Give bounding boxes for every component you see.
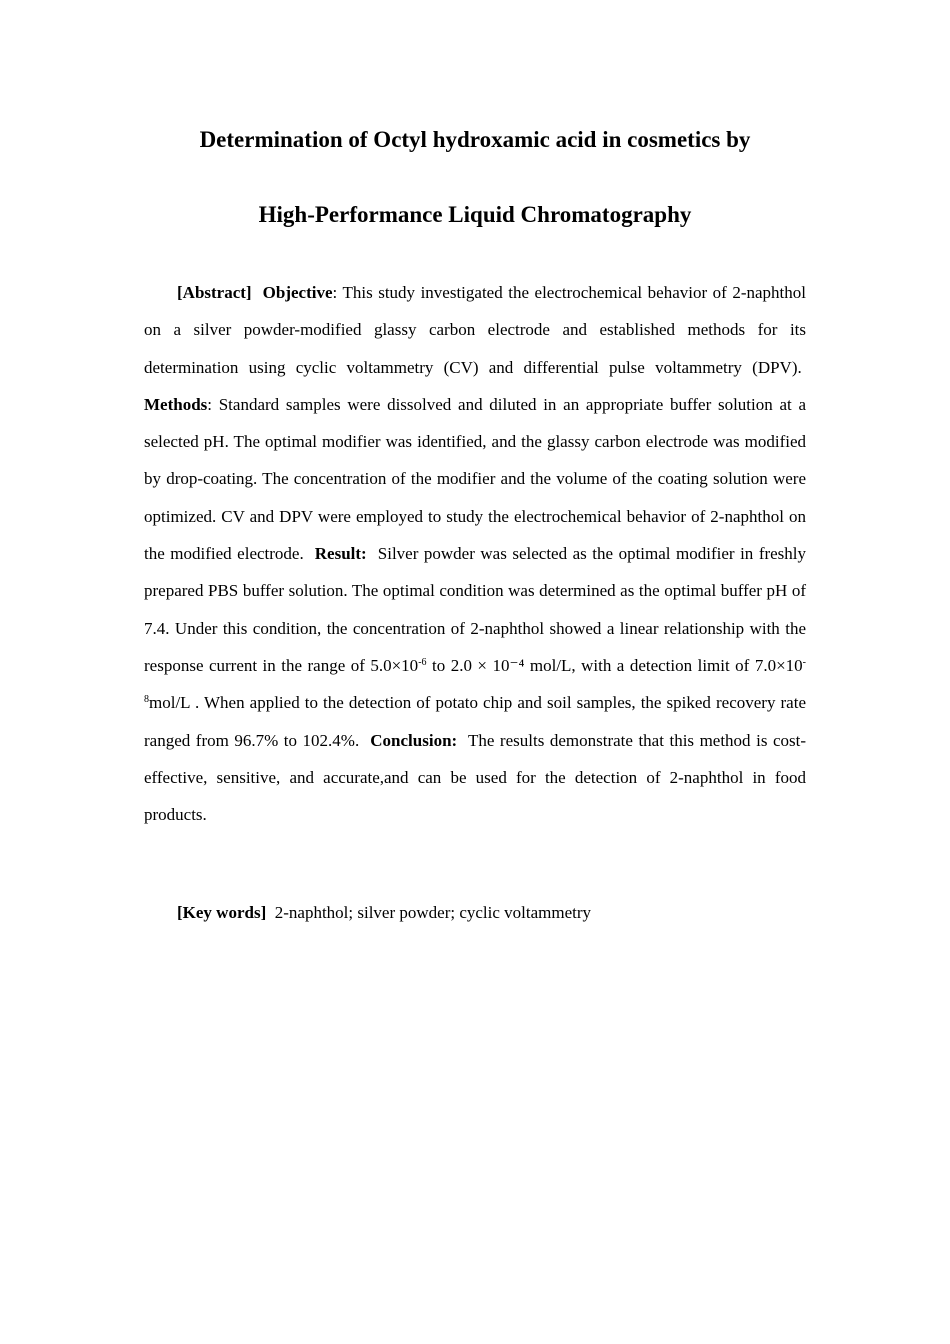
paper-title-line-2: High-Performance Liquid Chromatography bbox=[258, 202, 692, 227]
result-exponent-2: -8 bbox=[144, 656, 806, 706]
result-text-3: mol/L . When applied to the detection of potato chip and soil samples, the spiked recovery rate ranged from 96.7% to 102.4%. bbox=[144, 693, 806, 750]
objective-text: : This study investigated the electrochemical behavior of 2-naphthol on a silver powder-modified glassy carbon electrode and established methods for its determination using cyclic voltammetry (CV) and differential pulse voltammetry (DPV). bbox=[144, 283, 807, 377]
result-exponent-1: -6 bbox=[418, 656, 427, 668]
methods-text: : Standard samples were dissolved and diluted in an appropriate buffer solution at a selected pH. The optimal modifier was identified, and the glassy carbon electrode was modified by drop-coating. The concentration of the modifier and the volume of the coating solution were optimized. CV and DPV were employed to study the electrochemical behavior of 2-naphthol on the modified electrode. bbox=[144, 394, 806, 564]
result-text-2: to 2.0 × 10⁻⁴ mol/L, with a detection limit of 7.0×10 bbox=[426, 655, 803, 675]
objective-label: Objective bbox=[262, 283, 333, 302]
result-text-1: Silver powder was selected as the optimal modifier in freshly prepared PBS buffer solution. The optimal condition was determined as the optimal buffer pH of 7.4. Under this condition, the concentration of 2-naphthol showed a linear relationship with the response current in the range of 5.0×10 bbox=[144, 544, 807, 675]
keywords-text: 2-naphthol; silver powder; cyclic voltammetry bbox=[274, 903, 592, 922]
result-label: Result: bbox=[314, 544, 367, 564]
abstract-paragraph bbox=[144, 274, 806, 833]
paper-title-line-1: Determination of Octyl hydroxamic acid in cosmetics by bbox=[199, 127, 751, 152]
methods-label: Methods bbox=[144, 394, 208, 414]
keywords-line bbox=[144, 897, 806, 929]
conclusion-label: Conclusion: bbox=[370, 730, 458, 750]
conclusion-text: The results demonstrate that this method is cost-effective, sensitive, and accurate,and can be used for the detection of 2-naphthol in food products. bbox=[144, 730, 807, 825]
keywords-label: [Key words] bbox=[177, 903, 267, 922]
abstract-label: [Abstract] bbox=[177, 283, 252, 302]
